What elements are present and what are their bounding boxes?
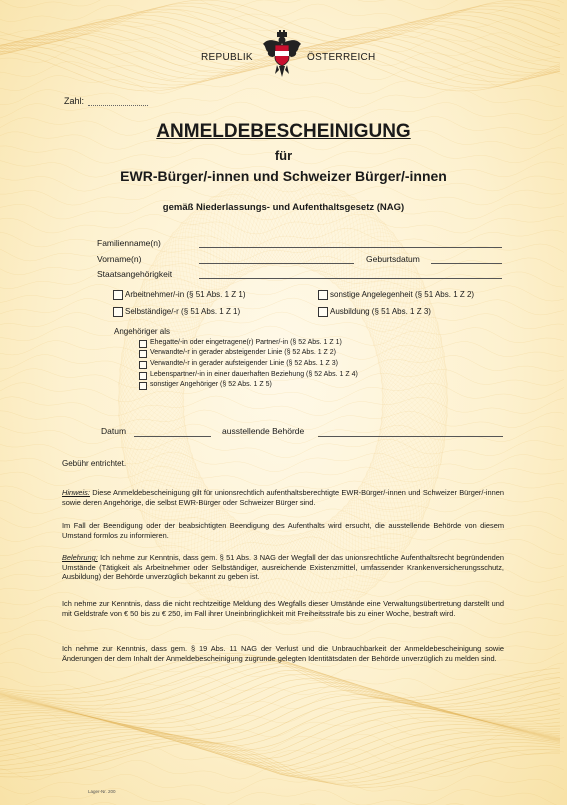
angehoeriger-checkbox[interactable] bbox=[139, 361, 147, 369]
selbstaendig-checkbox[interactable] bbox=[113, 307, 123, 317]
ausbildung-label: Ausbildung (§ 51 Abs. 1 Z 3) bbox=[330, 307, 431, 316]
sonstige-checkbox[interactable] bbox=[318, 290, 328, 300]
belehrung-label: Belehrung: bbox=[62, 553, 98, 562]
austrian-eagle-emblem bbox=[262, 30, 302, 78]
hinweis-label: Hinweis: bbox=[62, 488, 90, 497]
belehrung-paragraph bbox=[62, 553, 504, 582]
angehoeriger-title: Angehöriger als bbox=[114, 327, 171, 336]
subtitle-ewr: EWR-Bürger/-innen und Schweizer Bürger/-innen bbox=[120, 168, 447, 184]
ausbildung-checkbox[interactable] bbox=[318, 307, 328, 317]
staatsangehoerigkeit-field[interactable] bbox=[199, 278, 502, 279]
angehoeriger-checkbox[interactable] bbox=[139, 350, 147, 358]
hinweis-text: Diese Anmeldebescheinigung gilt für unionsrechtlich aufenthaltsberechtigte EWR-Bürger/-innen und Schweizer Bürger/-innen sowie deren Angehörige, die selbst EWR-Bürger oder Schweizer Bürger sind. bbox=[62, 488, 504, 507]
header-oesterreich: ÖSTERREICH bbox=[307, 52, 376, 63]
zahl-label: Zahl: bbox=[64, 96, 85, 106]
header-republik: REPUBLIK bbox=[201, 52, 253, 63]
angehoeriger-checkbox[interactable] bbox=[139, 382, 147, 390]
angehoeriger-item: Verwandte/-r in gerader aufsteigender Linie (§ 52 Abs. 1 Z 3) bbox=[150, 360, 338, 367]
geburtsdatum-field[interactable] bbox=[431, 263, 502, 264]
behoerde-label: ausstellende Behörde bbox=[222, 426, 305, 436]
angehoeriger-item: sonstiger Angehöriger (§ 52 Abs. 1 Z 5) bbox=[150, 381, 272, 388]
subtitle-nag: gemäß Niederlassungs- und Aufenthaltsgesetz (NAG) bbox=[162, 202, 405, 213]
footer-lager: Lager-Nr. 200 bbox=[88, 789, 116, 794]
angehoeriger-item: Ehegatte/-in oder eingetragene(r) Partner/-in (§ 52 Abs. 1 Z 1) bbox=[150, 339, 342, 346]
datum-field[interactable] bbox=[134, 436, 211, 437]
subtitle-fuer: für bbox=[274, 148, 293, 163]
angehoeriger-checkbox[interactable] bbox=[139, 340, 147, 348]
selbstaendig-label: Selbständige/-r (§ 51 Abs. 1 Z 1) bbox=[125, 307, 241, 316]
familienname-label: Familienname(n) bbox=[97, 238, 161, 248]
beendigung-paragraph: Im Fall der Beendigung oder der beabsichtigten Beendigung des Aufenthalts wird ersucht, die ausstellende Behörde von diesem Umstand formlos zu informieren. bbox=[62, 521, 504, 540]
meldung-paragraph: Ich nehme zur Kenntnis, dass die nicht rechtzeitige Meldung des Wegfalls dieser Umstände eine Verwaltungsübertretung darstellt und mit Geldstrafe von € 50 bis zu € 250, im Fall ihrer Uneinbringlichkeit mit Freiheitsstrafe bis zu einer Woche, bestraft wird. bbox=[62, 599, 504, 618]
angehoeriger-item: Lebenspartner/-in in einer dauerhaften Beziehung (§ 52 Abs. 1 Z 4) bbox=[150, 371, 358, 378]
vorname-field[interactable] bbox=[199, 263, 354, 264]
document-title: ANMELDEBESCHEINIGUNG bbox=[156, 121, 411, 142]
hinweis-paragraph bbox=[62, 488, 504, 507]
vorname-label: Vorname(n) bbox=[97, 254, 142, 264]
geburtsdatum-label: Geburtsdatum bbox=[366, 254, 420, 264]
zahl-line[interactable] bbox=[88, 105, 148, 106]
sonstige-label: sonstige Angelegenheit (§ 51 Abs. 1 Z 2) bbox=[330, 290, 475, 299]
belehrung-text: Ich nehme zur Kenntnis, dass gem. § 51 Abs. 3 NAG der Wegfall der das unionsrechtliche Aufenthaltsrecht begründenden Umstände (Tätigkeit als Arbeitnehmer oder Selbständiger, ausreichende Existenzmittel, umfassender Krankenversicherungsschutz, Ausbildung) der Behörde unverzüglich bekannt zu geben ist. bbox=[62, 553, 504, 581]
datum-label: Datum bbox=[101, 426, 127, 436]
staatsangehoerigkeit-label: Staatsangehörigkeit bbox=[97, 269, 173, 279]
behoerde-field[interactable] bbox=[318, 436, 503, 437]
angehoeriger-item: Verwandte/-r in gerader absteigender Linie (§ 52 Abs. 1 Z 2) bbox=[150, 349, 336, 356]
arbeitnehmer-checkbox[interactable] bbox=[113, 290, 123, 300]
verlust-paragraph: Ich nehme zur Kenntnis, dass gem. § 19 Abs. 11 NAG der Verlust und die Unbrauchbarkeit der Anmeldebescheinigung sowie Änderungen der dem Inhalt der Anmeldebescheinigung zugrunde gelegten Identitätsdaten der Behörde unverzüglich zu melden sind. bbox=[62, 644, 504, 663]
familienname-field[interactable] bbox=[199, 247, 502, 248]
gebuehr-text: Gebühr entrichtet. bbox=[62, 459, 127, 468]
arbeitnehmer-label: Arbeitnehmer/-in (§ 51 Abs. 1 Z 1) bbox=[125, 290, 246, 299]
angehoeriger-checkbox[interactable] bbox=[139, 372, 147, 380]
